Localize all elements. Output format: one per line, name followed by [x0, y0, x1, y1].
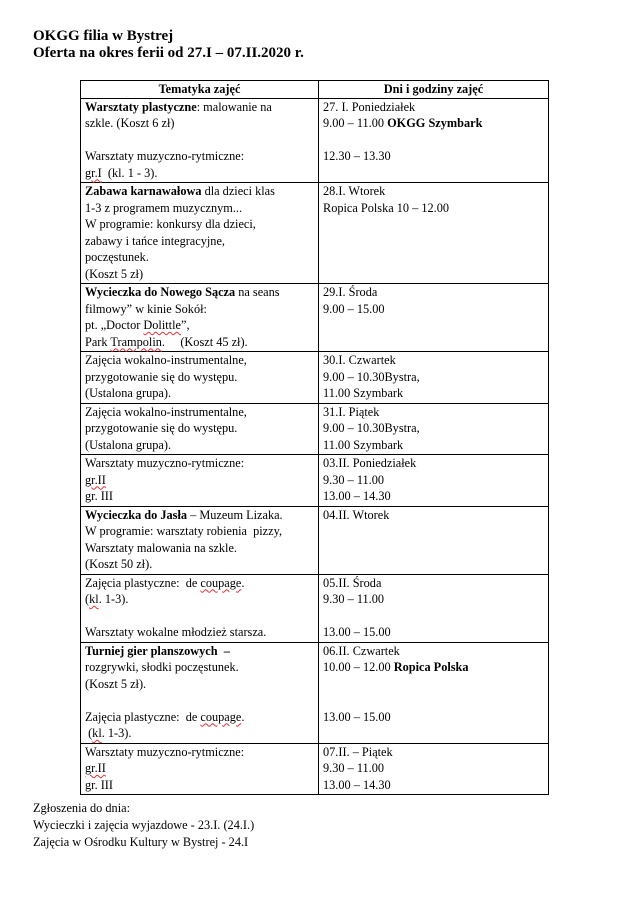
spellcheck-flagged-text: coupage: [200, 709, 242, 724]
activity-line: [85, 200, 314, 217]
spellcheck-flagged-text: gr.II: [85, 761, 106, 775]
schedule-line: [323, 284, 544, 301]
schedule-line: [323, 624, 544, 641]
text-segment: . (Koszt 45 zł).: [161, 334, 248, 349]
activity-line: [85, 643, 314, 660]
schedule-line: [323, 643, 544, 660]
text-segment: 12.30 – 13.30: [323, 149, 391, 163]
spellcheck-flagged-text: kl: [89, 592, 99, 606]
blank-line: [323, 676, 544, 693]
blank-line: [85, 132, 314, 149]
activity-line: [85, 183, 314, 200]
activity-cell: [81, 284, 319, 352]
text-segment: 30.I. Czwartek: [323, 353, 396, 367]
text-segment: 13.00 – 15.00: [323, 625, 391, 639]
text-segment: Zajęcia wokalno-instrumentalne,: [85, 353, 247, 367]
table-header-row: [81, 81, 549, 99]
schedule-cell: [319, 506, 549, 574]
text-segment: na seans: [235, 285, 280, 299]
text-segment: 9.00 – 10.30Bystra,: [323, 369, 420, 384]
bold-text: Ropica Polska: [393, 660, 469, 674]
schedule-line: [323, 420, 544, 437]
text-segment: (Ustalona grupa).: [85, 386, 172, 400]
table-row: [81, 743, 549, 795]
schedule-line: [323, 301, 544, 318]
registration-trips-deadline: Wycieczki i zajęcia wyjazdowe - 23.I. (24.I.): [33, 818, 255, 832]
text-segment: szkle. (Koszt 6 zł): [85, 116, 175, 130]
schedule-table: [80, 80, 549, 795]
schedule-line: [323, 575, 544, 592]
text-segment: 9.00 – 11.00: [323, 116, 388, 130]
schedule-line: [323, 709, 544, 726]
activity-line: [85, 266, 314, 283]
text-segment: gr. III: [85, 489, 113, 503]
text-segment: 29.I. Środa: [323, 285, 378, 299]
activity-line: [85, 148, 314, 165]
schedule-line: [323, 760, 544, 777]
column-header-schedule: Dni i godziny zajęć: [319, 81, 549, 99]
text-segment: (Koszt 5 zł).: [85, 676, 147, 691]
schedule-line: [323, 659, 544, 676]
activity-line: [85, 115, 314, 132]
schedule-line: [323, 591, 544, 608]
bold-text: Turniej gier planszowych: [85, 643, 218, 658]
text-segment: Warsztaty muzyczno-rytmiczne:: [85, 149, 245, 163]
activity-line: [85, 709, 314, 726]
text-segment: 9.00 – 15.00: [323, 301, 385, 316]
schedule-line: [323, 744, 544, 761]
schedule-line: [323, 472, 544, 489]
schedule-cell: [319, 403, 549, 455]
bold-text: OKGG Szymbark: [387, 116, 483, 130]
blank-line: [85, 608, 314, 625]
text-segment: 13.00 – 14.30: [323, 489, 391, 503]
text-segment: 05.II. Środa: [323, 575, 382, 590]
activity-cell: [81, 743, 319, 795]
table-row: [81, 403, 549, 455]
spellcheck-flagged-text: coupage: [200, 575, 242, 590]
table-row: [81, 642, 549, 743]
activity-line: [85, 404, 314, 421]
blank-line: [323, 608, 544, 625]
text-segment: . 1-3).: [101, 726, 132, 740]
schedule-line: [323, 455, 544, 472]
text-segment: Warsztaty muzyczno-rytmiczne:: [85, 456, 245, 470]
organization-title: OKGG filia w Bystrej: [33, 28, 174, 44]
activity-line: [85, 352, 314, 369]
text-segment: 9.30 – 11.00: [323, 761, 385, 775]
text-segment: 11.00 Szymbark: [323, 386, 404, 400]
bold-text: –: [223, 643, 230, 658]
activity-line: [85, 216, 314, 233]
activity-line: [85, 725, 314, 742]
text-segment: 1-3 z programem muzycznym...: [85, 200, 243, 215]
text-segment: (: [85, 592, 90, 606]
schedule-cell: [319, 642, 549, 743]
activity-line: [85, 99, 314, 116]
activity-line: [85, 284, 314, 301]
activity-line: [85, 744, 314, 761]
text-segment: dla dzieci klas: [201, 184, 275, 198]
text-segment: Zajęcia plastyczne: de: [85, 709, 201, 724]
table-row: [81, 352, 549, 404]
activity-line: [85, 760, 314, 777]
bold-text: Wycieczka do Nowego Sącza: [85, 285, 236, 299]
text-segment: 10.00 – 12.00: [323, 660, 394, 674]
text-segment: 07.II. – Piątek: [323, 744, 393, 759]
activity-line: [85, 249, 314, 266]
text-segment: Warsztaty wokalne młodzież starsza.: [85, 625, 267, 639]
text-segment: filmowy” w kinie Sokół:: [85, 301, 207, 316]
activity-line: [85, 591, 314, 608]
activity-line: [85, 488, 314, 505]
schedule-cell: [319, 574, 549, 642]
document-header: [33, 28, 304, 62]
text-segment: Zajęcia wokalno-instrumentalne,: [85, 404, 247, 419]
schedule-cell: [319, 743, 549, 795]
text-segment: 27. I. Poniedziałek: [323, 99, 416, 114]
offer-title: Oferta na okres ferii od 27.I – 07.II.2020 r.: [33, 45, 304, 61]
schedule-line: [323, 352, 544, 369]
activity-line: [85, 165, 314, 182]
text-segment: W programie: konkursy dla dzieci,: [85, 217, 256, 231]
activity-line: [85, 523, 314, 540]
registration-notes: [33, 800, 254, 851]
text-segment: (: [85, 726, 93, 740]
text-segment: (Koszt 5 zł): [85, 266, 144, 281]
table-row: [81, 455, 549, 507]
text-segment: przygotowanie się do występu.: [85, 421, 238, 435]
schedule-line: [323, 437, 544, 454]
text-segment: (Koszt 50 zł).: [85, 557, 153, 571]
text-segment: 13.00 – 15.00: [323, 709, 391, 724]
schedule-line: [323, 385, 544, 402]
bold-text: Zabawa karnawałowa: [85, 184, 202, 198]
activity-cell: [81, 574, 319, 642]
activity-line: [85, 437, 314, 454]
table-body: [81, 98, 549, 795]
activity-line: [85, 369, 314, 386]
text-segment: 03.II. Poniedziałek: [323, 456, 417, 470]
activity-line: [85, 659, 314, 676]
blank-line: [85, 692, 314, 709]
text-segment: zabawy i tańce integracyjne,: [85, 233, 225, 248]
activity-line: [85, 507, 314, 524]
text-segment: pt. „Doctor: [85, 318, 144, 332]
schedule-line: [323, 99, 544, 116]
schedule-line: [323, 404, 544, 421]
text-segment: Park: [85, 334, 111, 349]
registration-heading: Zgłoszenia do dnia:: [33, 801, 130, 815]
spellcheck-flagged-text: gr.II: [85, 472, 106, 487]
text-segment: 06.II. Czwartek: [323, 643, 400, 658]
text-segment: W programie: warsztaty robienia pizzy,: [85, 524, 283, 538]
schedule-cell: [319, 98, 549, 183]
activity-line: [85, 420, 314, 437]
text-segment: .: [241, 709, 245, 724]
schedule-line: [323, 777, 544, 794]
table-row: [81, 574, 549, 642]
activity-line: [85, 334, 314, 351]
schedule-line: [323, 115, 544, 132]
table-row: [81, 284, 549, 352]
schedule-cell: [319, 183, 549, 284]
bold-text: Warsztaty plastyczne: [85, 99, 197, 114]
text-segment: Zajęcia plastyczne: de: [85, 575, 201, 590]
activity-line: [85, 556, 314, 573]
activity-cell: [81, 352, 319, 404]
schedule-line: [323, 507, 544, 524]
blank-line: [323, 692, 544, 709]
text-segment: (kl. 1 - 3).: [101, 165, 158, 180]
text-segment: Warsztaty muzyczno-rytmiczne:: [85, 744, 245, 759]
text-segment: 28.I. Wtorek: [323, 184, 386, 198]
column-header-topic: Tematyka zajęć: [81, 81, 319, 99]
activity-line: [85, 472, 314, 489]
text-segment: poczęstunek.: [85, 250, 149, 264]
text-segment: (Ustalona grupa).: [85, 437, 172, 452]
text-segment: 9.30 – 11.00: [323, 592, 385, 606]
text-segment: 9.30 – 11.00: [323, 472, 385, 487]
text-segment: Warsztaty malowania na szkle.: [85, 540, 237, 555]
table-row: [81, 98, 549, 183]
bold-text: Wycieczka do Jasła: [85, 507, 188, 522]
schedule-line: [323, 183, 544, 200]
text-segment: : malowanie na: [196, 99, 272, 114]
spellcheck-flagged-text: gr.I: [85, 165, 102, 180]
text-segment: rozgrywki, słodki poczęstunek.: [85, 660, 239, 674]
text-segment: .: [241, 575, 245, 590]
spellcheck-flagged-text: kl: [92, 726, 102, 740]
schedule-cell: [319, 455, 549, 507]
text-segment: 04.II. Wtorek: [323, 507, 390, 522]
schedule-cell: [319, 284, 549, 352]
blank-line: [323, 132, 544, 149]
text-segment: 13.00 – 14.30: [323, 777, 391, 792]
activity-cell: [81, 98, 319, 183]
activity-line: [85, 624, 314, 641]
spellcheck-flagged-text: Trampolin: [110, 334, 162, 349]
registration-center-deadline: Zajęcia w Ośrodku Kultury w Bystrej - 24.I: [33, 835, 249, 849]
activity-line: [85, 317, 314, 334]
activity-cell: [81, 642, 319, 743]
text-segment: gr. III: [85, 777, 113, 792]
text-segment: Ropica Polska 10 – 12.00: [323, 200, 450, 215]
activity-line: [85, 301, 314, 318]
activity-line: [85, 575, 314, 592]
activity-line: [85, 233, 314, 250]
schedule-cell: [319, 352, 549, 404]
activity-cell: [81, 455, 319, 507]
schedule-line: [323, 369, 544, 386]
table-row: [81, 183, 549, 284]
text-segment: . 1-3).: [98, 592, 129, 606]
schedule-line: [323, 200, 544, 217]
text-segment: 9.00 – 10.30Bystra,: [323, 421, 420, 435]
activity-line: [85, 540, 314, 557]
activity-cell: [81, 506, 319, 574]
text-segment: 11.00 Szymbark: [323, 437, 404, 452]
activity-line: [85, 777, 314, 794]
activity-cell: [81, 403, 319, 455]
activity-line: [85, 676, 314, 693]
activity-cell: [81, 183, 319, 284]
schedule-line: [323, 488, 544, 505]
activity-line: [85, 385, 314, 402]
text-segment: ”,: [180, 318, 190, 332]
text-segment: 31.I. Piątek: [323, 404, 380, 419]
text-segment: – Muzeum Lizaka.: [187, 507, 283, 522]
activity-line: [85, 455, 314, 472]
text-segment: przygotowanie się do występu.: [85, 369, 238, 384]
schedule-line: [323, 148, 544, 165]
spellcheck-flagged-text: Dolittle: [143, 318, 181, 332]
table-row: [81, 506, 549, 574]
